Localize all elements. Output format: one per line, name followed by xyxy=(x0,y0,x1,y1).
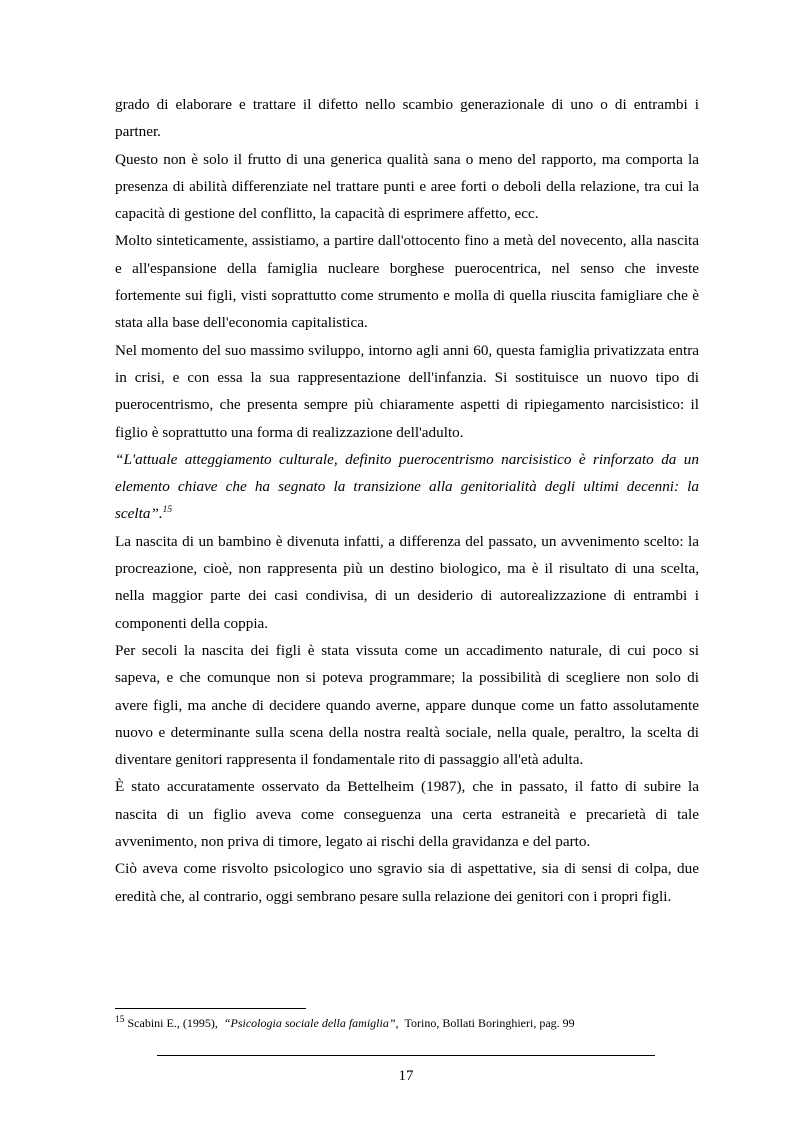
paragraph-1: grado di elaborare e trattare il difetto nello scambio generazionale di uno o di entrambi i partner. xyxy=(115,96,699,141)
paragraph-3: Molto sinteticamente, assistiamo, a partire dall'ottocento fino a metà del novecento, alla nascita e all'espansione della famiglia nucleare borghese puerocentrica, nel senso che investe fortemente sui figli, visti soprattutto come strumento e molla di quella riuscita famigliare che è stata alla base dell'economia capitalistica. xyxy=(115,232,699,332)
paragraph-8: Ciò aveva come risvolto psicologico uno sgravio sia di aspettative, sia di sensi di colpa, due eredità che, al contrario, oggi sembrano pesare sulla relazione dei genitori con i propri figli. xyxy=(115,860,699,905)
footnote-publisher: Torino, Bollati Boringhieri, pag. 99 xyxy=(404,1016,575,1030)
paragraph-6: Per secoli la nascita dei figli è stata vissuta come un accadimento naturale, di cui poco si sapeva, e che comunque non si poteva programmare; la possibilità di scegliere non solo di avere figli, ma anche di decidere quando averne, appare dunque come un fatto assolutamente nuovo e determinante sulla scena della nostra realtà sociale, nella quale, peraltro, la scelta di diventare genitori rappresenta il fondamentale rito di passaggio all'età adulta. xyxy=(115,641,699,769)
footnote-separator xyxy=(115,1008,306,1009)
footnote-reference[interactable]: 15 xyxy=(162,505,173,516)
paragraph-5: La nascita di un bambino è divenuta infatti, a differenza del passato, un avvenimento scelto: la procreazione, cioè, non rappresenta più un destino biologico, ma è il risultato di una scelta, nella maggior parte dei casi condivisa, di un desiderio di autorealizzazione di entrambi i componenti della coppia. xyxy=(115,532,699,632)
footnote-number: 15 xyxy=(115,1015,125,1025)
footnote-author: Scabini E., (1995), xyxy=(127,1016,218,1030)
paragraph-4: Nel momento del suo massimo sviluppo, intorno agli anni 60, questa famiglia privatizzata entra in crisi, e con essa la sua rappresentazione dell'infanzia. Si sostituisce un nuovo tipo di puerocentrismo, che presenta sempre più chiaramente aspetti di ripiegamento narcisistico: il figlio è soprattutto una forma di realizzazione dell'adulto. xyxy=(115,341,699,441)
page-number: 17 xyxy=(398,1068,414,1084)
footnote xyxy=(115,1015,699,1031)
quote-paragraph xyxy=(115,446,699,528)
footnote-title: “Psicologia sociale della famiglia”, xyxy=(223,1016,399,1030)
paragraph-7: È stato accuratamente osservato da Bettelheim (1987), che in passato, il fatto di subire la nascita di un figlio aveva come conseguenza una certa estraneità e precarietà di tale avvenimento, non priva di timore, legato ai rischi della gravidanza e del parto. xyxy=(115,778,699,851)
body-text xyxy=(115,91,699,910)
paragraph-2: Questo non è solo il frutto di una generica qualità sana o meno del rapporto, ma comporta la presenza di abilità differenziate nel trattare punti e aree forti o deboli della relazione, tra cui la capacità di gestione del conflitto, la capacità di esprimere affetto, ecc. xyxy=(115,150,699,223)
footer-separator xyxy=(157,1055,655,1056)
quote-text: “L'attuale atteggiamento culturale, definito puerocentrismo narcisistico è rinforzato da un elemento chiave che ha segnato la transizione alla genitorialità degli ultimi decenni: la scelta”. xyxy=(115,450,699,523)
